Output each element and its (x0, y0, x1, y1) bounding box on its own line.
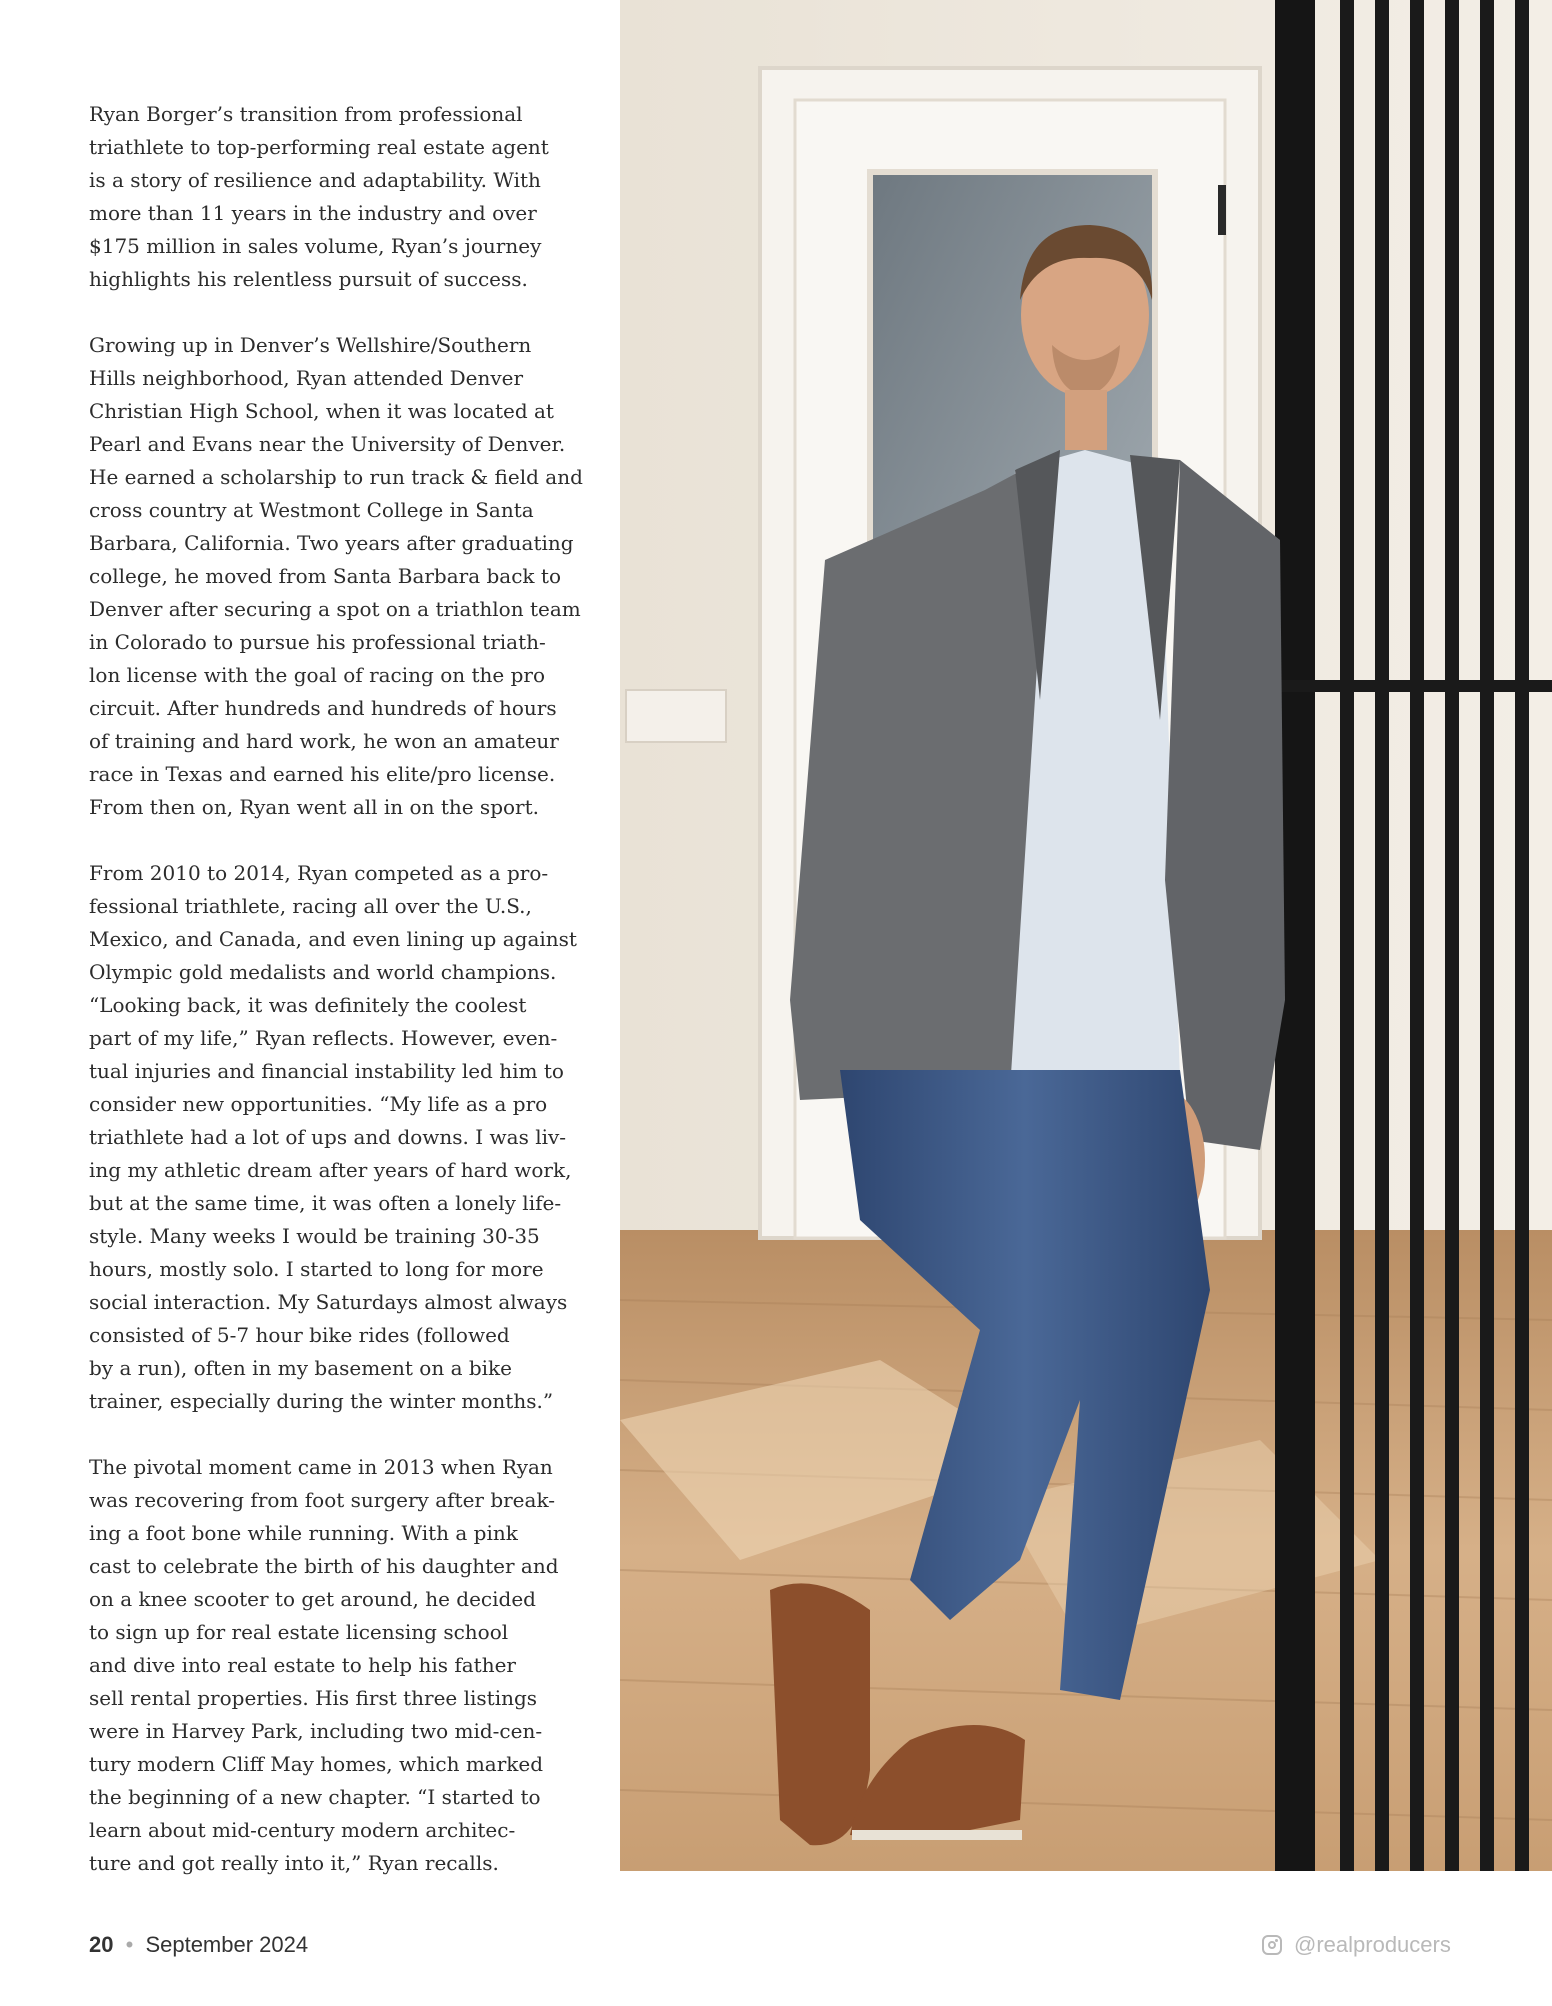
article-body (89, 98, 589, 1913)
paragraph-pro-career: From 2010 to 2014, Ryan competed as a pro- fessional triathlete, racing all over the U.S., Mexico, and Canada, and even lining up against Olympic gold medalists and world champions. “Looking back, it was definitely the coolest part of my life,” Ryan reflects. However, even- tual injuries and financial instability led him to consider new opportunities. “My life as a pro triathlete had a lot of ups and downs. I was liv- ing my athletic dream after years of hard work, but at the same time, it was often a lonely life- style. Many weeks I would be training 30-35 hours, mostly solo. I started to long for more social interaction. My Saturdays almost always consisted of 5-7 hour bike rides (followed by a run), often in my basement on a bike trainer, especially during the winter months.” (89, 861, 577, 1413)
paragraph-pivotal-moment: The pivotal moment came in 2013 when Ryan was recovering from foot surgery after break- ing a foot bone while running. With a pink cast to celebrate the birth of his daughter and on a knee scooter to get around, he decided to sign up for real estate licensing school and dive into real estate to help his father sell rental properties. His first three listings were in Harvey Park, including two mid-cen- tury modern Cliff May homes, which marked the beginning of a new chapter. “I started to learn about mid-century modern architec- ture and got really into it,” Ryan recalls. (89, 1455, 559, 1875)
portrait-photo (620, 0, 1552, 1871)
paragraph-intro: Ryan Borger’s transition from professional triathlete to top-performing real estate agent is a story of resilience and adaptability. With more than 11 years in the industry and over $175 million in sales volume, Ryan’s journey highlights his relentless pursuit of success. (89, 102, 549, 291)
instagram-icon (1262, 1935, 1282, 1955)
social-handle[interactable] (1262, 1932, 1451, 1958)
paragraph-early-life: Growing up in Denver’s Wellshire/Southern Hills neighborhood, Ryan attended Denver Christian High School, when it was located at Pearl and Evans near the University of Denver. He earned a scholarship to run track & field and cross country at Westmont College in Santa Barbara, California. Two years after graduating college, he moved from Santa Barbara back to Denver after securing a spot on a triathlon team in Colorado to pursue his professional triath- lon license with the goal of racing on the pro circuit. After hundreds and hundreds of hours of training and hard work, he won an amateur race in Texas and earned his elite/pro license. From then on, Ryan went all in on the sport. (89, 333, 583, 819)
page-number: 20 (89, 1932, 114, 1957)
page-footer (89, 1932, 308, 1958)
instagram-handle[interactable]: @realproducers (1294, 1932, 1451, 1957)
footer-separator: • (125, 1932, 134, 1957)
issue-date: September 2024 (145, 1932, 309, 1957)
